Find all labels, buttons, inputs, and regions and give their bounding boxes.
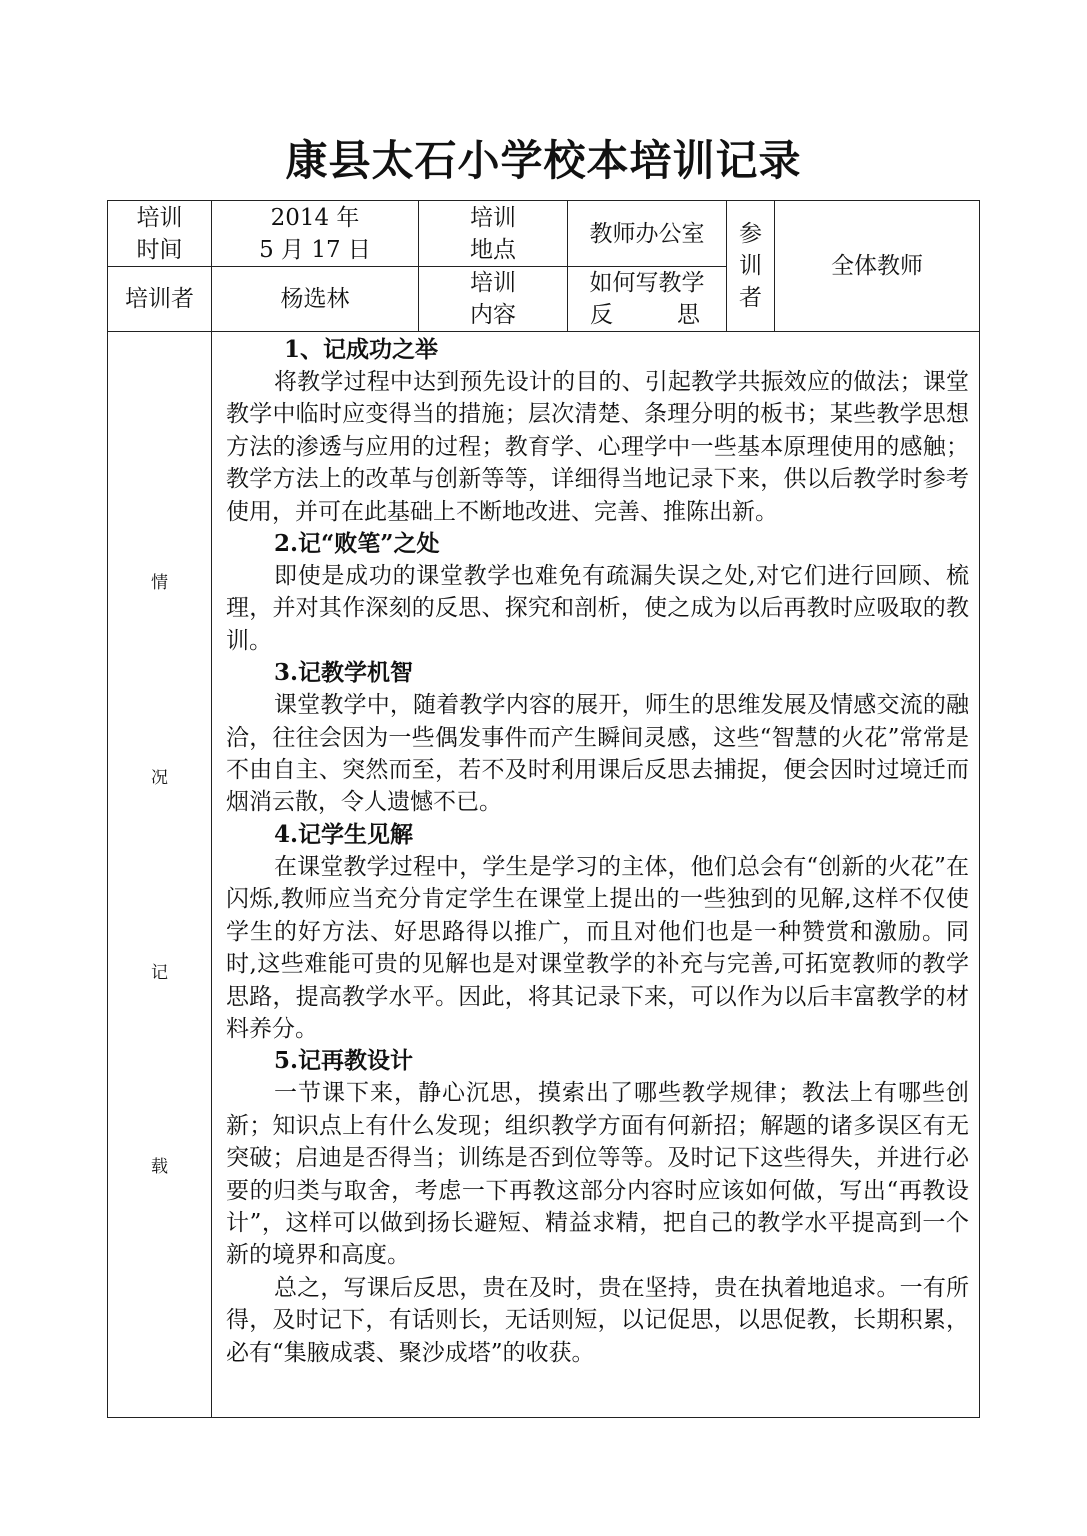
content-label-line1: 培训	[470, 270, 516, 296]
content-value-line2: 反思	[590, 302, 700, 328]
side-label-char-4: 载	[151, 1157, 168, 1177]
training-record-table	[107, 200, 980, 1418]
section-3-heading: 3.记教学机智	[274, 659, 414, 687]
conclusion-text: 总之，写课后反思，贵在及时，贵在坚持，贵在执着地追求。一有所得，及时记下，有话则长，无话则短，以记促思，以思促教，长期积累，必有“集腋成裘、聚沙成塔”的收获。	[226, 1274, 969, 1366]
section-1-text: 将教学过程中达到预先设计的目的、引起教学共振效应的做法；课堂教学中临时应变得当的措施；层次清楚、条理分明的板书；某些教学思想方法的渗透与应用的过程；教育学、心理学中一些基本原理使用的感触；教学方法上的改革与创新等等，详细得当地记录下来，供以后教学时参考使用，并可在此基础上不断地改进、完善、推陈出新。	[226, 369, 969, 525]
content-value-cell	[568, 267, 727, 332]
section-5-text: 一节课下来，静心沉思，摸索出了哪些教学规律；教法上有哪些创新；知识点上有什么发现；组织教学方面有何新招；解题的诸多误区有无突破；启迪是否得当；训练是否到位等等。及时记下这些得失，并进行必要的归类与取舍，考虑一下再教这部分内容时应该如何做，写出“再教设计”，这样可以做到扬长避短、精益求精，把自己的教学水平提高到一个新的境界和高度。	[226, 1080, 969, 1269]
section-4-text: 在课堂教学过程中，学生是学习的主体，他们总会有“创新的火花”在闪烁,教师应当充分肯定学生在课堂上提出的一些独到的见解,这样不仅使学生的好方法、好思路得以推广，而且对他们也是一种赞赏和激励。同时,这些难能可贵的见解也是对课堂教学的补充与完善,可拓宽教师的教学思路，提高教学水平。因此，将其记录下来，可以作为以后丰富教学的材料养分。	[226, 853, 969, 1042]
section-4-heading: 4.记学生见解	[274, 820, 414, 848]
participants-label-char-2: 训	[739, 253, 762, 279]
trainer-label: 培训者	[125, 286, 194, 312]
content-label-cell	[419, 267, 568, 332]
place-label-cell	[419, 201, 568, 267]
content-label-line2: 内容	[470, 302, 516, 328]
section-3-text: 课堂教学中，随着教学内容的展开，师生的思维发展及情感交流的融洽，往往会因为一些偶发事件而产生瞬间灵感，这些“智慧的火花”常常是不由自主、突然而至，若不及时利用课后反思去捕捉，便会因时过境迁而烟消云散，令人遗憾不已。	[226, 692, 969, 816]
participants-label-char-1: 参	[739, 221, 762, 247]
place-label-line1: 培训	[470, 204, 516, 231]
section-2-heading: 2.记“败笔”之处	[274, 530, 440, 558]
trainer-label-cell	[108, 267, 212, 332]
record-side-label-cell	[108, 332, 212, 1418]
side-label-char-2: 况	[151, 768, 168, 788]
section-1-heading: 1、记成功之举	[284, 336, 439, 363]
time-value-year: 2014 年	[270, 204, 360, 231]
time-label-cell	[108, 201, 212, 267]
content-value-line1: 如何写教学	[589, 270, 705, 296]
time-value-cell	[212, 201, 419, 267]
section-2-text: 即使是成功的课堂教学也难免有疏漏失误之处,对它们进行回顾、梳理，并对其作深刻的反思、探究和剖析，使之成为以后再教时应吸取的教训。	[226, 563, 969, 654]
time-label: 培训时间	[136, 204, 183, 263]
side-label-char-1: 情	[151, 573, 168, 593]
place-value: 教师办公室	[589, 220, 705, 247]
time-value-date: 5 月 17 日	[259, 236, 371, 263]
section-5-heading: 5.记再教设计	[274, 1047, 414, 1075]
page-title: 康县太石小学校本培训记录	[285, 136, 802, 185]
trainer-value: 杨选林	[280, 286, 350, 312]
participants-label-cell	[727, 201, 775, 332]
place-value-cell	[568, 201, 727, 267]
participants-label-char-3: 者	[739, 285, 762, 311]
record-content-cell	[212, 332, 980, 1418]
side-label-char-3: 记	[151, 963, 168, 983]
trainer-value-cell	[212, 267, 419, 332]
place-label-line2: 地点	[470, 236, 516, 263]
participants-value-cell	[775, 201, 980, 332]
participants-value: 全体教师	[831, 253, 923, 279]
